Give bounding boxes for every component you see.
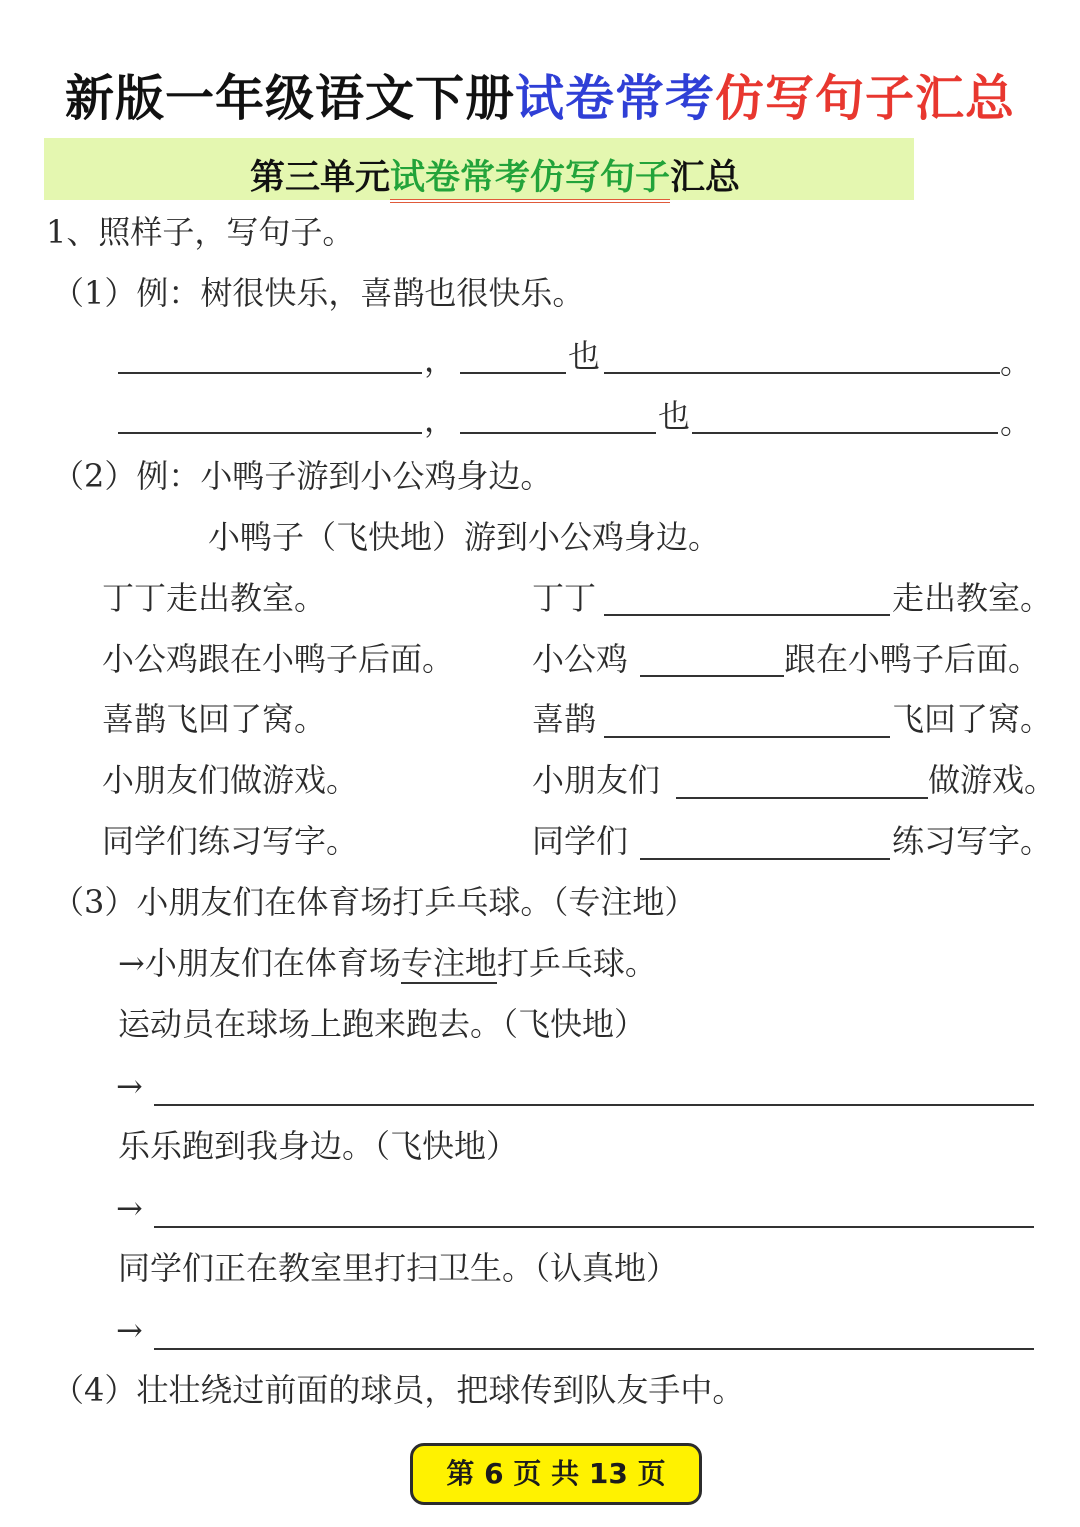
answer-blank[interactable] <box>154 1226 1034 1228</box>
fill-row-suffix: 飞回了窝。 <box>892 700 1053 738</box>
answer-blank[interactable] <box>692 432 998 434</box>
banner-part-1: 第三单元 <box>249 158 390 198</box>
fill-row-source: 喜鹊飞回了窝。 <box>102 700 327 738</box>
sub-question-2-example-answer: 小鸭子（飞快地）游到小公鸡身边。 <box>208 518 721 556</box>
rewrite-item: 乐乐跑到我身边。（飞快地） <box>118 1127 519 1165</box>
answer-pre: →小朋友们在体育场 <box>118 944 401 982</box>
rewrite-item: 运动员在球场上跑来跑去。（飞快地） <box>118 1005 647 1043</box>
sub-question-3-example-answer <box>118 943 657 983</box>
comma-mark: ， <box>424 341 457 379</box>
answer-blank[interactable] <box>154 1348 1034 1350</box>
banner-part-2: 试卷常考仿写句子 <box>390 158 670 203</box>
rewrite-item: 同学们正在教室里打扫卫生。（认真地） <box>118 1249 679 1287</box>
arrow-icon: → <box>116 1189 143 1227</box>
comma-mark: ， <box>424 401 457 439</box>
title-part-3: 仿写句子汇总 <box>715 70 1016 127</box>
title-part-1: 新版一年级语文下册 <box>64 70 515 127</box>
banner-part-3: 汇总 <box>670 158 741 198</box>
answer-blank[interactable] <box>604 372 1000 374</box>
fill-row-suffix: 练习写字。 <box>892 822 1053 860</box>
fill-row-prefix: 小公鸡 <box>532 640 629 678</box>
fill-row-suffix: 做游戏。 <box>928 761 1057 799</box>
answer-blank[interactable] <box>604 736 890 738</box>
answer-blank[interactable] <box>118 432 422 434</box>
page-indicator: 第 6 页 共 13 页 <box>410 1443 702 1505</box>
answer-blank[interactable] <box>154 1104 1034 1106</box>
fill-row-prefix: 丁丁 <box>532 579 597 617</box>
sub-question-2-example: （2）例：小鸭子游到小公鸡身边。 <box>52 457 553 495</box>
period-mark: 。 <box>1000 343 1033 381</box>
fill-row-source: 小公鸡跟在小鸭子后面。 <box>102 640 455 678</box>
sub-question-1-example: （1）例：树很快乐，喜鹊也很快乐。 <box>52 274 585 312</box>
fill-row-source: 丁丁走出教室。 <box>102 579 327 617</box>
answer-blank[interactable] <box>676 797 928 799</box>
answer-blank[interactable] <box>460 372 566 374</box>
period-mark: 。 <box>1000 403 1033 441</box>
sub-question-3-prompt: （3）小朋友们在体育场打乒乓球。（专注地） <box>52 883 697 921</box>
arrow-icon: → <box>116 1311 143 1349</box>
answer-blank[interactable] <box>640 675 784 677</box>
answer-blank[interactable] <box>460 432 656 434</box>
answer-underlined-word: 专注地 <box>400 944 497 982</box>
ye-char: 也 <box>568 337 601 375</box>
fill-row-prefix: 喜鹊 <box>532 700 597 738</box>
answer-blank[interactable] <box>118 372 422 374</box>
fill-row-prefix: 同学们 <box>532 822 629 860</box>
answer-post: 打乒乓球。 <box>496 944 657 982</box>
fill-row-suffix: 跟在小鸭子后面。 <box>784 640 1041 678</box>
sub-question-4-prompt: （4）壮壮绕过前面的球员，把球传到队友手中。 <box>52 1371 745 1409</box>
page-title <box>0 60 1080 130</box>
arrow-icon: → <box>116 1067 143 1105</box>
fill-row-source: 小朋友们做游戏。 <box>102 761 359 799</box>
fill-row-prefix: 小朋友们 <box>532 761 661 799</box>
title-part-2: 试卷常考 <box>514 70 715 127</box>
fill-row-source: 同学们练习写字。 <box>102 822 359 860</box>
answer-blank[interactable] <box>604 614 890 616</box>
section-banner-text <box>0 150 1080 200</box>
question-heading: 1、照样子，写句子。 <box>46 213 355 251</box>
fill-row-suffix: 走出教室。 <box>892 579 1053 617</box>
ye-char: 也 <box>658 397 691 435</box>
answer-blank[interactable] <box>640 858 890 860</box>
